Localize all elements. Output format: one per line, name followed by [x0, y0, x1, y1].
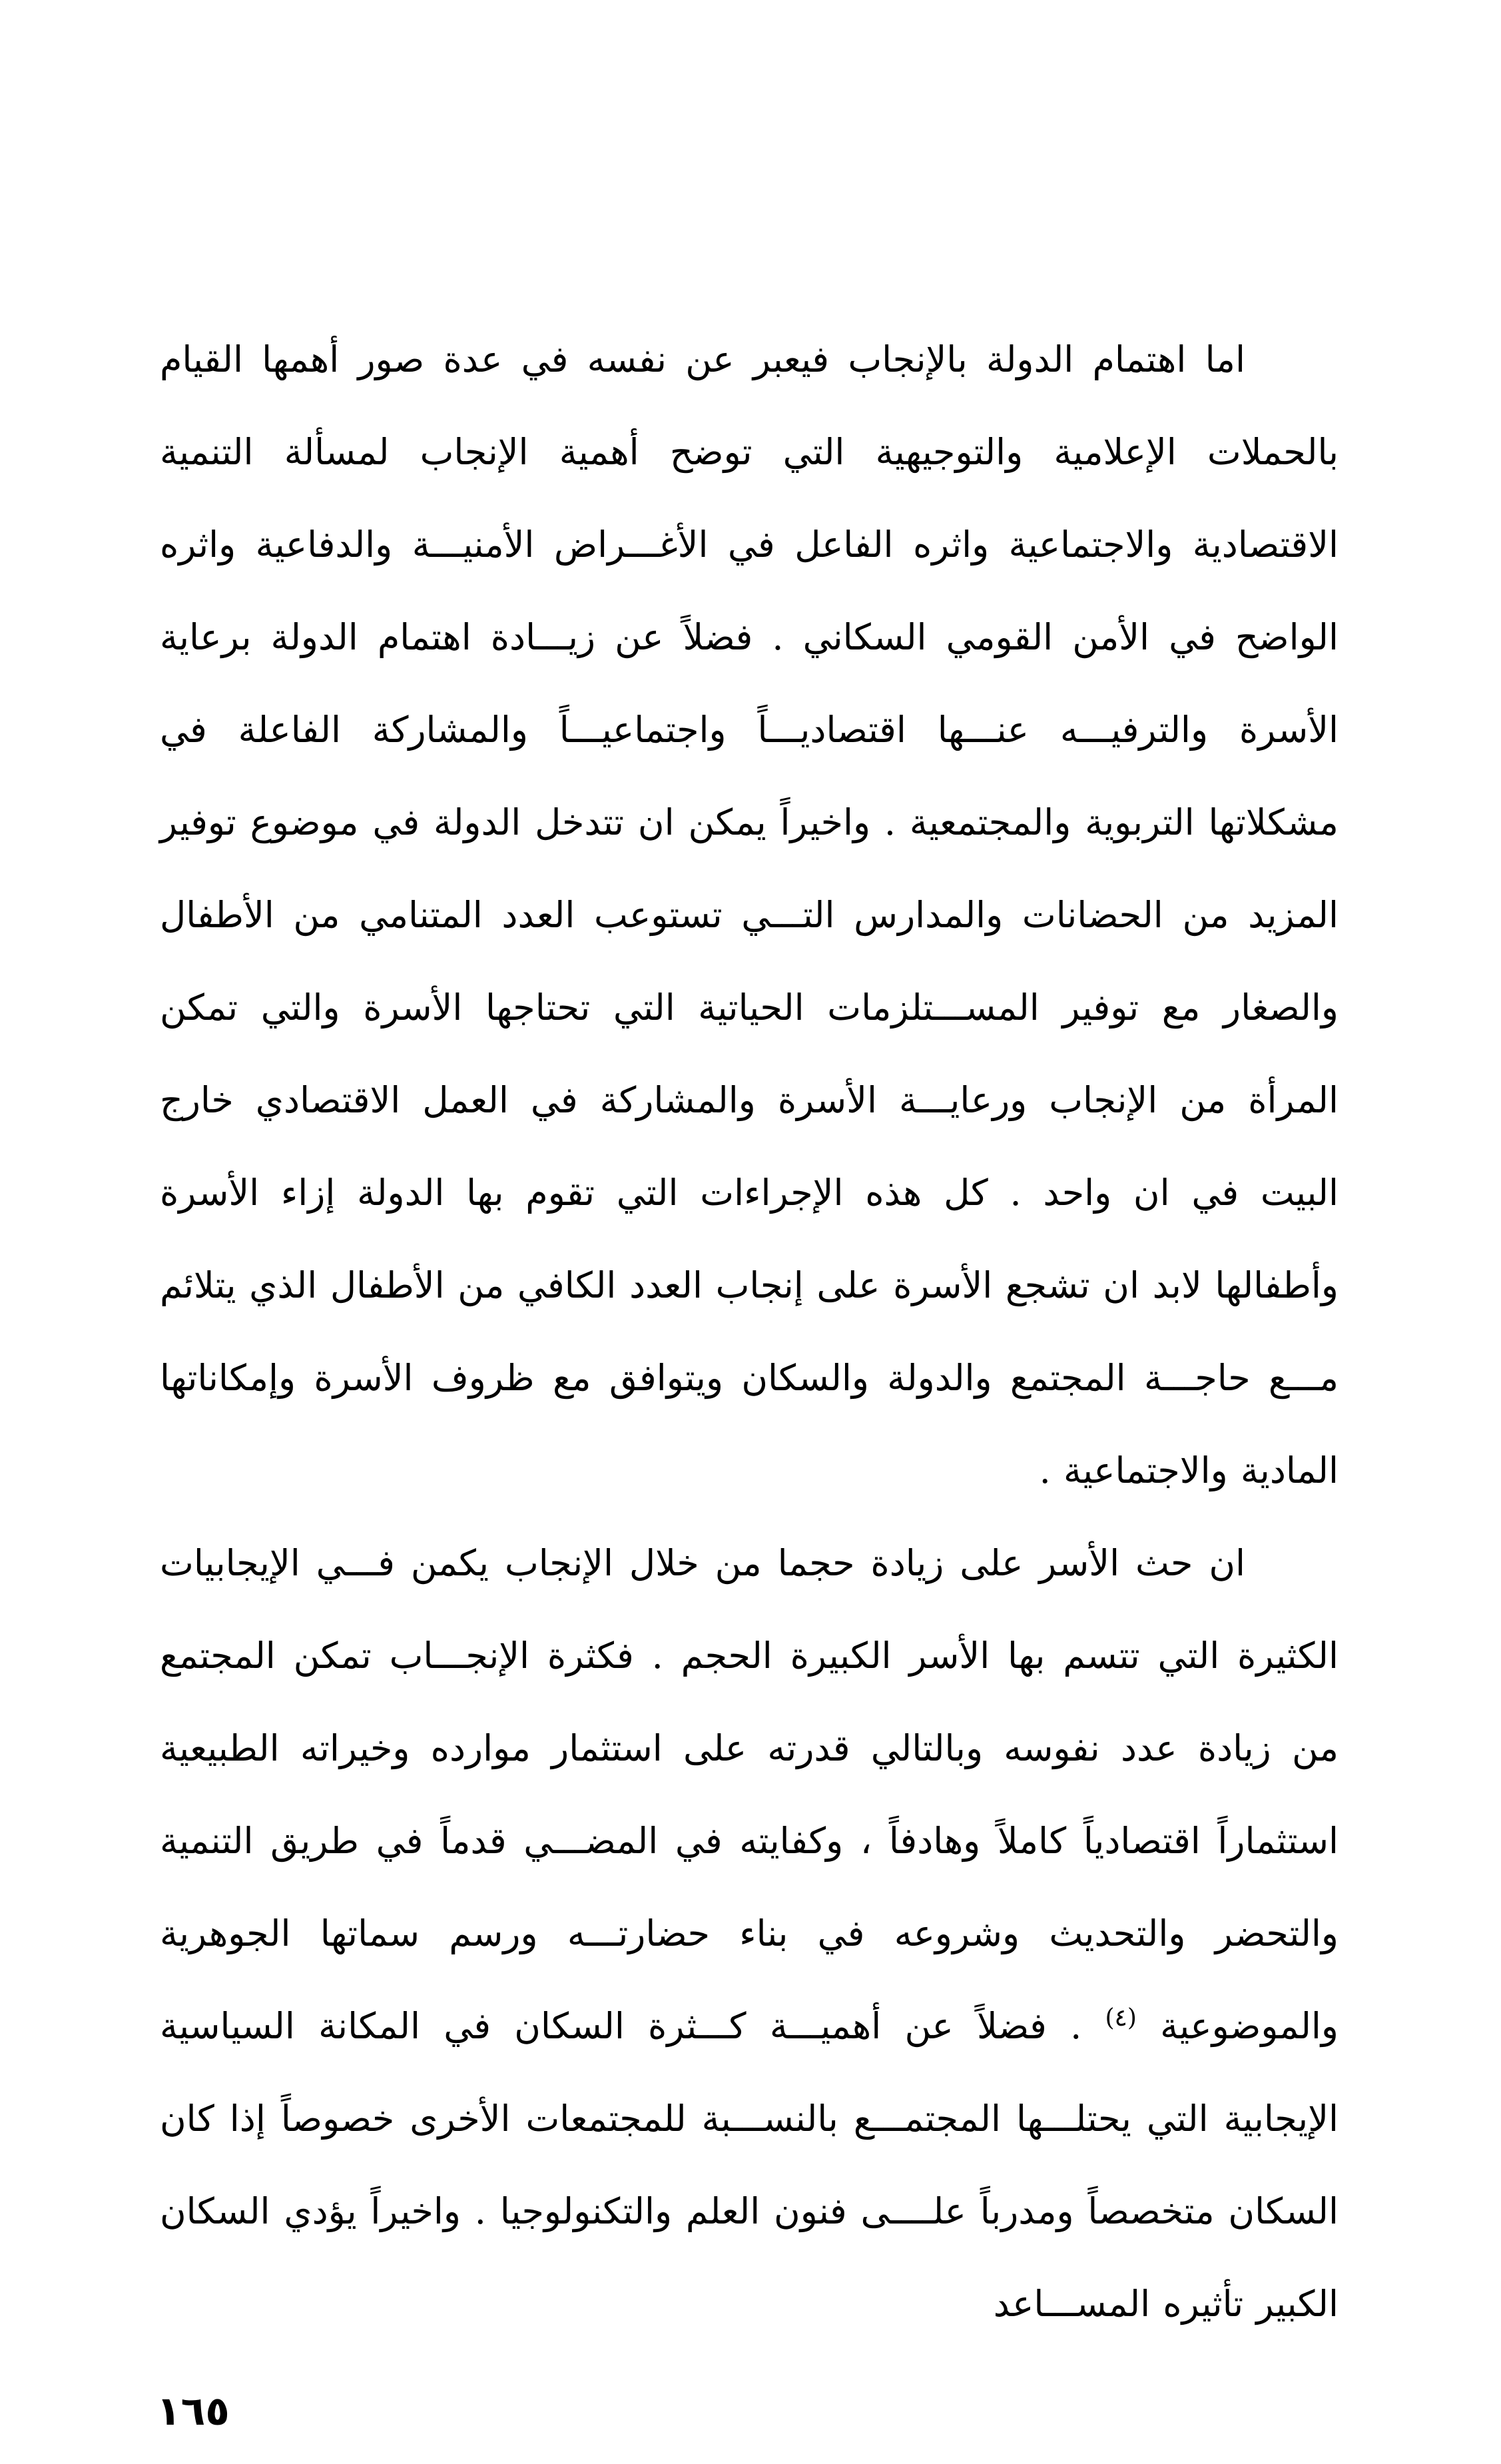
paragraph-1-text: اما اهتمام الدولة بالإنجاب فيعبر عن نفسه في عدة صور أهمها القيام بالحملات الإعلامية والتوجيهية التي توضح أهمية الإنجاب لمسألة التنمية الاقتصادية والاجتماعية واثره الفاعل في الأغـــراض الأمنيـــة والدفاعية واثره الواضح في الأمن القومي السكاني . فضلاً عن زيـــادة اهتمام الدولة برعاية الأسرة والترفيـــه عنـــها اقتصاديـــاً واجتماعيـــاً والمشاركة الفاعلة في مشكلاتها التربوية والمجتمعية . واخيراً يمكن ان تتدخل الدولة في موضوع توفير المزيد من الحضانات والمدارس التـــي تستوعب العدد المتنامي من الأطفال والصغار مع توفير المســـتلزمات الحياتية التي تحتاجها الأسرة والتي تمكن المرأة من الإنجاب ورعايـــة الأسرة والمشاركة في العمل الاقتصادي خارج البيت في ان واحد . كل هذه الإجراءات التي تقوم بها الدولة إزاء الأسرة وأطفالها لابد ان تشجع الأسرة على إنجاب العدد الكافي من الأطفال الذي يتلائم مـــع حاجـــة المجتمع والدولة والسكان ويتوافق مع ظروف الأسرة وإمكاناتها المادية والاجتماعية .	[160, 338, 1339, 1491]
page-number: ١٦٥	[156, 2388, 230, 2435]
footnote-reference: (٤)	[1105, 2004, 1137, 2032]
paragraph-2-text-start: ان حث الأسر على زيادة حجما من خلال الإنجاب يكمن فـــي الإيجابيات الكثيرة التي تتسم بها الأسر الكبيرة الحجم . فكثرة الإنجـــاب تمكن المجتمع من زيادة عدد نفوسه وبالتالي قدرته على استثمار موارده وخيراته الطبيعية استثماراً اقتصادياً كاملاً وهادفاً ، وكفايته في المضـــي قدماً في طريق التنمية والتحضر والتحديث وشروعه في بناء حضارتـــه ورسم سماتها الجوهرية والموضوعية	[160, 1542, 1339, 2047]
paragraph-1	[160, 313, 1339, 1517]
paragraph-2	[160, 1517, 1339, 2350]
body-text	[160, 313, 1339, 2350]
paragraph-2-text-end: . فضلاً عن أهميـــة كـــثرة السكان في المكانة السياسية الإيجابية التي يحتلـــها المجتمـــع بالنســـبة للمجتمعات الأخرى خصوصاً إذا كان السكان متخصصاً ومدرباً علــــى فنون العلم والتكنولوجيا . واخيراً يؤدي السكان الكبير تأثيره المســـاعد	[160, 2005, 1339, 2325]
